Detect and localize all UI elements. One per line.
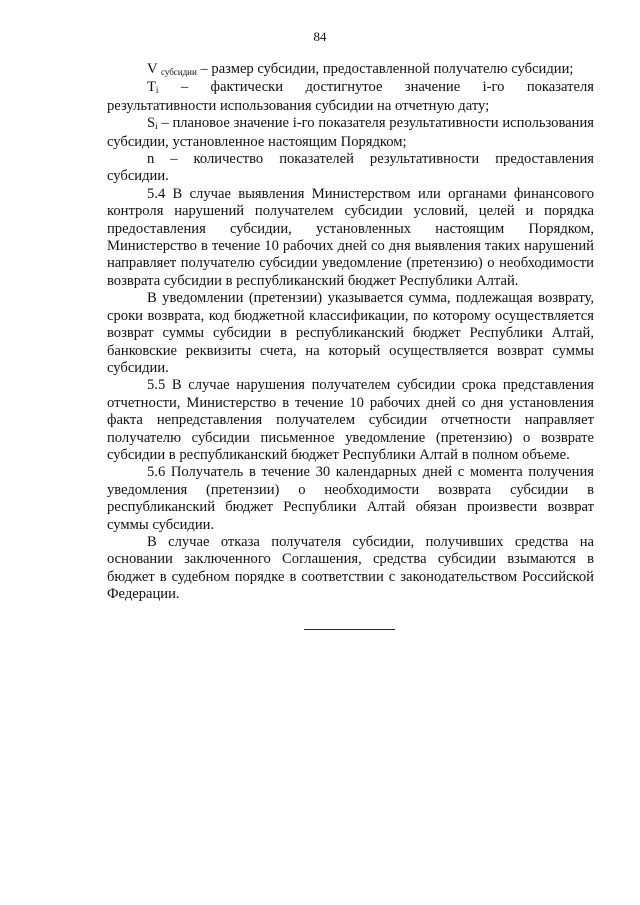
definition-t xyxy=(107,79,594,115)
subscript-v: субсидии xyxy=(160,67,197,77)
subscript-s: i xyxy=(155,121,158,132)
symbol-t: T xyxy=(147,79,156,96)
symbol-s: S xyxy=(147,115,156,132)
paragraph-5-6: 5.6 Получатель в течение 30 календарных дней с момента получения уведомления (претензии) о необходимости возврата субсидии в республиканский бюджет Республики Алтай обязан произвести возврат суммы субсидии. xyxy=(107,464,594,533)
definition-v xyxy=(107,61,594,79)
paragraph-5-4-notice: В уведомлении (претензии) указывается сумма, подлежащая возврату, сроки возврата, код бюджетной классификации, по которому осуществляется возврат суммы субсидии в республиканский бюджет Республики Алтай, банковские реквизиты счета, на который осуществляется возврат суммы субсидии. xyxy=(107,290,594,376)
paragraph-5-5: 5.5 В случае нарушения получателем субсидии срока представления отчетности, Министерство в течение 10 рабочих дней со дня установления факта непредставления получателем субсидии отчетности направляет получателю субсидии письменное уведомление (претензию) о возврате субсидии в республиканский бюджет Республики Алтай в полном объеме. xyxy=(107,377,594,463)
symbol-v: V xyxy=(147,61,158,77)
subscript-t: i xyxy=(155,85,159,96)
definition-s-text: – плановое значение i-го показателя результативности использования субсидии, установленное настоящим Порядком; xyxy=(107,115,594,150)
document-body xyxy=(107,61,594,604)
definition-s xyxy=(107,115,594,151)
page-number: 84 xyxy=(313,29,327,44)
definition-v-text: – размер субсидии, предоставленной получателю субсидии; xyxy=(196,61,574,77)
definition-n: n – количество показателей результативности предоставления субсидии. xyxy=(107,151,594,185)
paragraph-5-4: 5.4 В случае выявления Министерством или органами финансового контроля нарушений получателем субсидии условий, целей и порядка предоставления субсидии, установленных настоящим Порядком, Министерство в течение 10 рабочих дней со дня выявления таких нарушений направляет получателю субсидии уведомление (претензию) о необходимости возврата субсидии в республиканский бюджет Республики Алтай. xyxy=(107,185,594,289)
end-divider xyxy=(304,629,395,630)
definition-t-text: – фактически достигнутое значение i-го показателя результативности использования субсидии на отчетную дату; xyxy=(107,79,594,114)
paragraph-refusal: В случае отказа получателя субсидии, получивших средства на основании заключенного Соглашения, средства субсидии взымаются в бюджет в судебном порядке в соответствии с законодательством Российской Федерации. xyxy=(107,533,594,603)
